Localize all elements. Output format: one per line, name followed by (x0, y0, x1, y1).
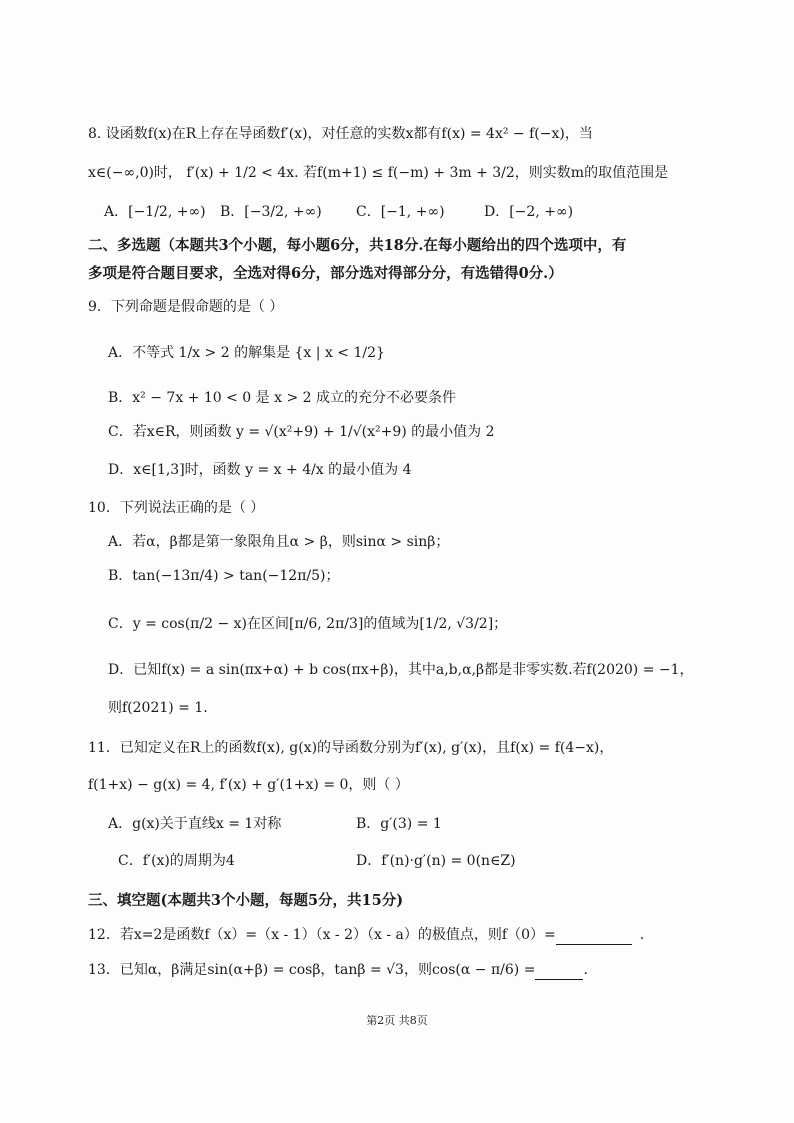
q13-question: 13．已知α，β满足sin(α+β) = cosβ，tanβ = √3，则cos(α − π/6) = (88, 962, 536, 978)
q13-text (88, 960, 588, 980)
q13-period: . (583, 962, 588, 978)
q10-option-d-line1: D．已知f(x) = a sin(πx+α) + b cos(πx+β)，其中a,b,α,β都是非零实数.若f(2020) = −1， (108, 662, 694, 678)
q9-option-d: D．x∈[1,3]时，函数 y = x + 4/x 的最小值为 4 (108, 462, 412, 478)
q11-option-b: B．g′(3) = 1 (356, 816, 442, 832)
q9-option-c: C．若x∈R，则函数 y = √(x²+9) + 1/√(x²+9) 的最小值为 2 (108, 424, 495, 440)
q11-option-d: D．f′(n)·g′(n) = 0(n∈Z) (356, 853, 516, 869)
q12-answer-blank (556, 928, 632, 945)
section3-heading: 三、填空题(本题共3个小题，每题5分，共15分) (88, 892, 404, 909)
q10-option-a: A．若α，β都是第一象限角且α > β，则sinα > sinβ； (108, 534, 450, 550)
q9-option-a: A．不等式 1/x > 2 的解集是 {x | x < 1/2} (108, 345, 385, 361)
q11-option-a: A．g(x)关于直线x = 1对称 (108, 816, 282, 832)
q11-line1: 11．已知定义在R上的函数f(x), g(x)的导函数分别为f′(x), g′(x)，且f(x) = f(4−x)， (88, 740, 614, 756)
q11-line2: f(1+x) − g(x) = 4, f′(x) + g′(1+x) = 0，则（ ） (88, 777, 409, 793)
q8-option-d: D．[−2, +∞) (484, 204, 574, 220)
q9-option-b: B．x² − 7x + 10 < 0 是 x > 2 成立的充分不必要条件 (108, 390, 456, 406)
q9-stem: 9．下列命题是假命题的是（ ） (88, 299, 284, 315)
q13-answer-blank (535, 963, 583, 980)
q10-option-c: C．y = cos(π/2 − x)在区间[π/6, 2π/3]的值域为[1/2, √3/2]； (108, 616, 508, 632)
q8-line2: x∈(−∞,0)时， f′(x) + 1/2 < 4x. 若f(m+1) ≤ f(−m) + 3m + 3/2，则实数m的取值范围是 (88, 165, 669, 181)
q10-stem: 10．下列说法正确的是（ ） (88, 500, 265, 516)
page-footer: 第2页 共8页 (366, 1014, 428, 1027)
q12-question: 12．若x=2是函数f（x）=（x - 1）（x - 2）（x - a）的极值点，则f（0）= (88, 927, 556, 943)
q12-period: . (639, 927, 645, 943)
q8-option-a: A．[−1/2, +∞) (104, 204, 206, 220)
q10-option-d-line2: 则f(2021) = 1. (108, 700, 208, 716)
q10-option-b: B．tan(−13π/4) > tan(−12π/5)； (108, 568, 340, 584)
q8-line1: 8. 设函数f(x)在R上存在导函数f′(x)，对任意的实数x都有f(x) = 4x² − f(−x)，当 (88, 126, 593, 142)
section2-heading-line2: 多项是符合题目要求，全选对得6分，部分选对得部分分，有选错得0分.） (88, 265, 563, 282)
section2-heading-line1: 二、多选题（本题共3个小题，每小题6分，共18分.在每小题给出的四个选项中，有 (88, 237, 627, 254)
q11-option-c: C．f′(x)的周期为4 (118, 853, 235, 869)
q8-option-c: C．[−1, +∞) (356, 204, 445, 220)
q8-option-b: B．[−3/2, +∞) (220, 204, 322, 220)
q12-text (88, 925, 644, 945)
